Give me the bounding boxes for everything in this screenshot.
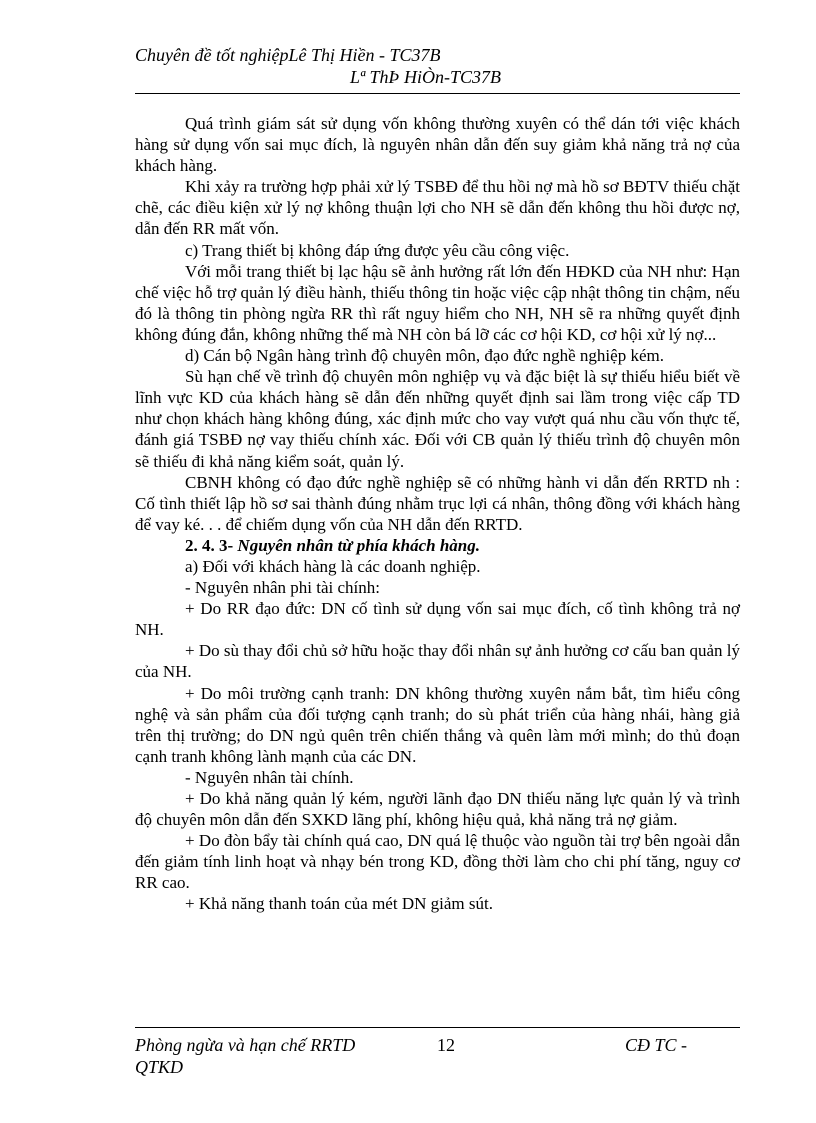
paragraph: Khi xảy ra trường hợp phải xử lý TSBĐ để thu hồi nợ mà hồ sơ BĐTV thiếu chặt chẽ, các điều kiện xử lý nợ không thuận lợi cho NH sẽ dẫn đến không thu hồi được nợ, dẫn đến RR mất vốn. <box>135 177 740 239</box>
footer-department: CĐ TC - <box>625 1035 688 1055</box>
list-item: + Do RR đạo đức: DN cố tình sử dụng vốn sai mục đích, cố tình không trả nợ NH. <box>135 599 740 640</box>
paragraph: Với mỗi trang thiết bị lạc hậu sẽ ảnh hưởng rất lớn đến HĐKD của NH như: Hạn chế việc hỗ trợ quản lý điều hành, thiếu thông tin hoặc việc cập nhật thông tin chậm, nếu đó là thông tin phòng ngừa RR thì rất nguy hiểm cho NH, NH sẽ ra những quyết định không đúng đắn, không những thế mà NH còn bá lỡ các cơ hội KD, cơ hội xử lý nợ... <box>135 261 740 344</box>
list-item: + Do sù thay đổi chủ sở hữu hoặc thay đổi nhân sự ảnh hưởng cơ cấu ban quản lý của NH. <box>135 641 740 682</box>
paragraph: CBNH không có đạo đức nghề nghiệp sẽ có những hành vi dẫn đến RRTD nh : Cố tình thiết lập hồ sơ sai thành đúng nhằm trục lợi cá nhân, thông đồng với khách hàng để vay ké. . . để chiếm dụng vốn của NH dẫn đến RRTD. <box>135 472 740 534</box>
header-divider <box>135 93 740 94</box>
subheading-c: c) Trang thiết bị không đáp ứng được yêu cầu công việc. <box>185 240 570 260</box>
list-item: + Khả năng thanh toán của mét DN giảm sút. <box>185 894 493 914</box>
body-text <box>135 113 740 915</box>
page-header <box>135 44 740 88</box>
list-item: + Do khả năng quản lý kém, người lãnh đạo DN thiếu năng lực quản lý và trình độ chuyên môn dẫn đến SXKD lãng phí, không hiệu quả, khả năng trả nợ giảm. <box>135 789 740 830</box>
paragraph: Quá trình giám sát sử dụng vốn không thường xuyên có thể dán tới việc khách hàng sử dụng vốn sai mục đích, là nguyên nhân dẫn đến suy giảm khả năng trả nợ của khách hàng. <box>135 114 740 176</box>
page-number: 12 <box>437 1035 455 1055</box>
subheading-a: a) Đối với khách hàng là các doanh nghiệp. <box>185 556 481 576</box>
list-item: + Do đòn bẩy tài chính quá cao, DN quá lệ thuộc vào nguồn tài trợ bên ngoài dẫn đến giảm tính linh hoạt và nhạy bén trong KD, đồng thời làm cho chi phí tăng, nguy cơ RR cao. <box>135 831 740 893</box>
section-heading <box>135 535 740 556</box>
paragraph: Sù hạn chế về trình độ chuyên môn nghiệp vụ và đặc biệt là sự thiếu hiểu biết về lĩnh vực KD của khách hàng sẽ dẫn đến những quyết định sai lầm trong việc cấp TD như chọn khách hàng không đúng, xác định mức cho vay vượt quá nhu cầu vốn thực tế, đánh giá TSBĐ nợ vay thiếu chính xác. Đối với CB quản lý thiếu trình độ chuyên môn sẽ thiếu đi khả năng kiểm soát, quản lý. <box>135 367 740 471</box>
footer-title: Phòng ngừa và hạn chế RRTD QTKD <box>135 1035 356 1077</box>
footer-divider <box>135 1027 740 1028</box>
subheading-d: d) Cán bộ Ngân hàng trình độ chuyên môn, đạo đức nghề nghiệp kém. <box>185 346 664 366</box>
header-title: Chuyên đề tốt nghiệpLê Thị Hiền - TC37B <box>135 45 441 65</box>
section-number: 2. 4. 3- <box>185 535 238 555</box>
header-author-garbled: Lª ThÞ HiÒn-TC37B <box>350 67 501 87</box>
list-label: - Nguyên nhân tài chính. <box>185 767 354 787</box>
list-label: - Nguyên nhân phi tài chính: <box>185 578 380 598</box>
list-item: + Do môi trường cạnh tranh: DN không thường xuyên nắm bắt, tìm hiểu công nghệ và sản phẩm của đối tượng cạnh tranh; do sù phát triển của hàng nhái, hàng giả trên thị trường; do DN ngủ quên trên chiến thắng và quên làm mới mình; do thủ đoạn cạnh tranh không lành mạnh của các DN. <box>135 683 740 766</box>
section-title: Nguyên nhân từ phía khách hàng. <box>237 535 481 555</box>
